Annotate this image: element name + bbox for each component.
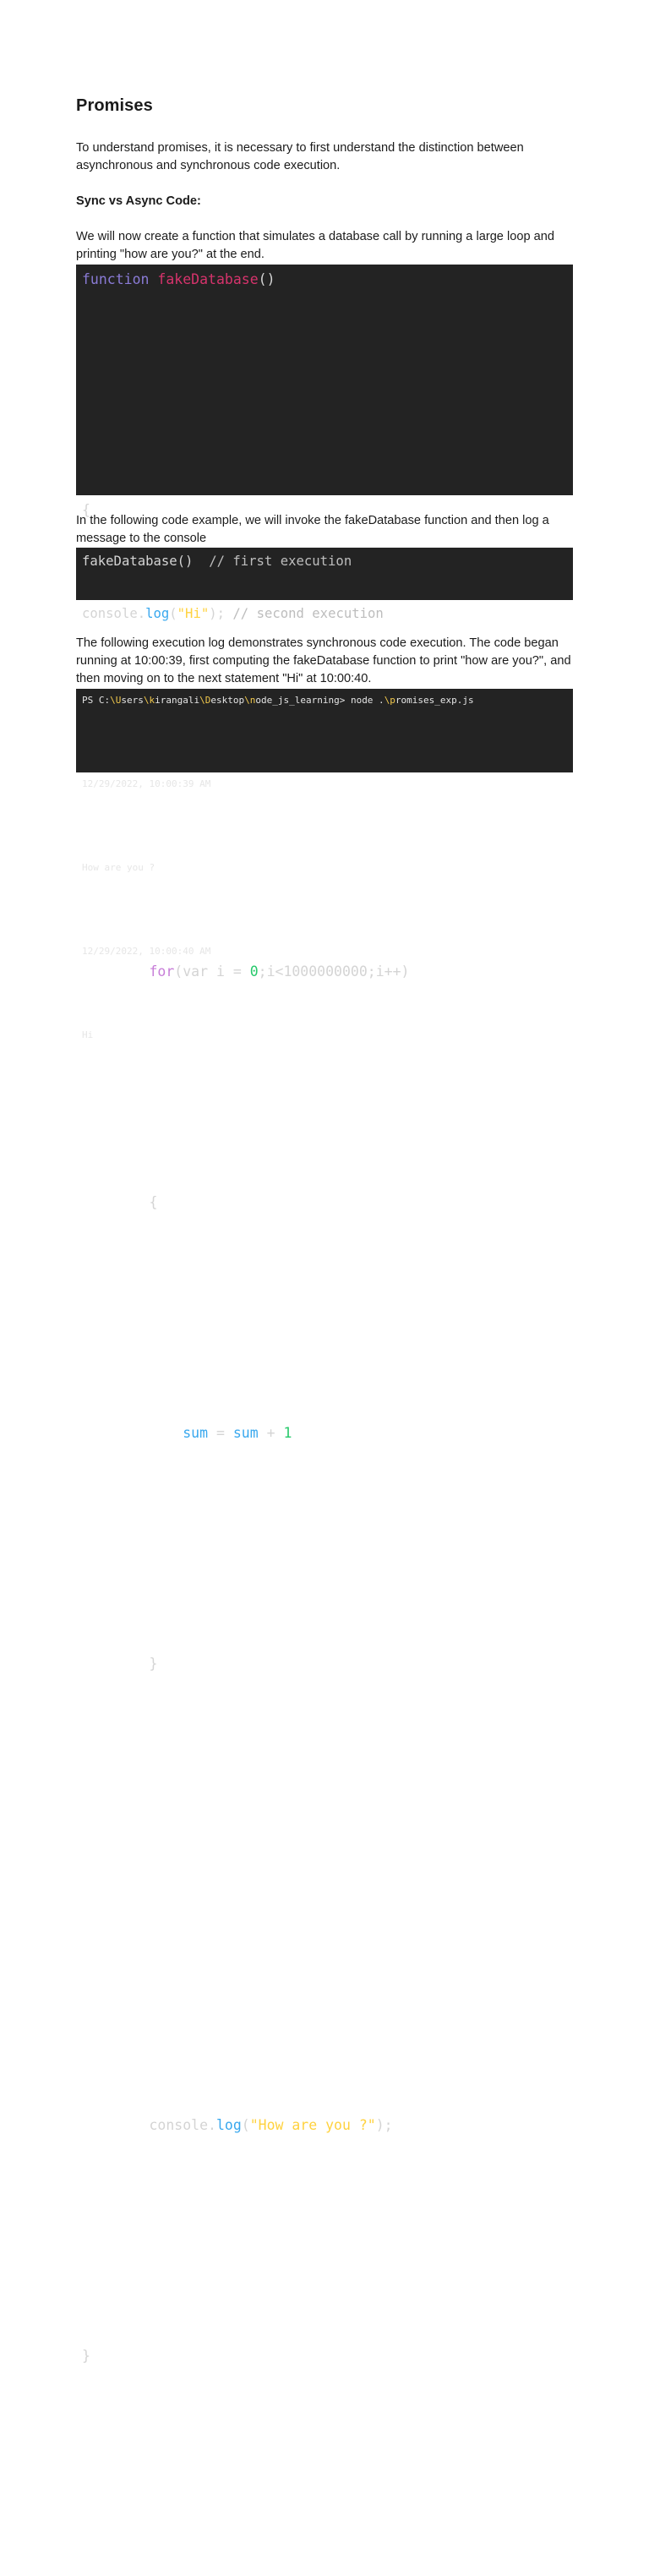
intro-paragraph: To understand promises, it is necessary to first understand the distinction between asynchronous and synchronous code execution. bbox=[76, 141, 524, 172]
code-token bbox=[82, 1425, 183, 1441]
terminal-token: PS C: bbox=[82, 695, 111, 706]
terminal-token: \n bbox=[244, 695, 256, 706]
section-subheading: Sync vs Async Code: bbox=[76, 194, 201, 208]
terminal-token: \k bbox=[143, 695, 155, 706]
variable-token: sum bbox=[232, 1425, 259, 1441]
code-token: console. bbox=[82, 606, 146, 621]
terminal-token: ode_js_learning> node . bbox=[255, 695, 384, 706]
method-token: log bbox=[145, 606, 170, 621]
code-token: } bbox=[82, 2348, 90, 2364]
code-line bbox=[82, 1422, 567, 1653]
code-token: (var i = bbox=[174, 963, 250, 980]
code-line bbox=[82, 2345, 567, 2576]
code-token: ;i<1000000000;i++) bbox=[258, 963, 410, 980]
invocation-paragraph: In the following code example, we will invoke the fakeDatabase function and then log a message to the console bbox=[76, 514, 549, 545]
code-token: + bbox=[258, 1425, 284, 1441]
code-line bbox=[82, 1884, 567, 2115]
terminal-token: \U bbox=[110, 695, 122, 706]
function-name-token: fakeDatabase bbox=[157, 271, 259, 287]
keyword-token: function bbox=[82, 271, 150, 287]
terminal-line: How are you ? bbox=[82, 862, 155, 873]
code-token: ); bbox=[375, 2117, 393, 2133]
code-token: console. bbox=[82, 2117, 216, 2133]
comment-token: // second execution bbox=[225, 606, 384, 621]
terminal-token: esktop bbox=[210, 695, 245, 706]
code-token: fakeDatabase() bbox=[82, 554, 194, 569]
control-keyword-token: for bbox=[149, 963, 175, 980]
code-token: ( bbox=[169, 606, 177, 621]
code-line bbox=[82, 1653, 567, 1884]
code-token: ( bbox=[241, 2117, 250, 2133]
page-title: Promises bbox=[76, 96, 153, 115]
code-line bbox=[82, 269, 567, 499]
terminal-line bbox=[82, 693, 567, 777]
code-token: ); bbox=[209, 606, 226, 621]
code-line bbox=[82, 2115, 567, 2345]
code-token: } bbox=[82, 1656, 158, 1672]
terminal-token: \D bbox=[199, 695, 211, 706]
function-description-paragraph: We will now create a function that simulates a database call by running a large loop and printing "how are you?" at the end. bbox=[76, 230, 554, 261]
string-token: "How are you ?" bbox=[249, 2117, 376, 2133]
code-token: { bbox=[82, 1194, 158, 1210]
terminal-token: \p bbox=[384, 695, 395, 706]
terminal-token: irangali bbox=[155, 695, 200, 706]
code-token: () bbox=[258, 271, 275, 287]
code-token: = bbox=[208, 1425, 233, 1441]
number-token: 1 bbox=[283, 1425, 292, 1441]
number-token: 0 bbox=[249, 963, 259, 980]
terminal-token: sers bbox=[121, 695, 144, 706]
invocation-code-block bbox=[76, 548, 573, 621]
terminal-token: romises_exp.js bbox=[395, 695, 474, 706]
terminal-line: 12/29/2022, 10:00:39 AM bbox=[82, 778, 211, 789]
variable-token: sum bbox=[183, 1425, 209, 1441]
comment-token: // first execution bbox=[193, 554, 352, 569]
method-token: log bbox=[215, 2117, 242, 2133]
code-line bbox=[82, 1192, 567, 1422]
code-line bbox=[82, 551, 567, 603]
execution-log-paragraph: The following execution log demonstrates synchronous code execution. The code began running at 10:00:39, first computing the fakeDatabase function to print "how are you?", and then moving on to the next statement "Hi" at 10:00:40. bbox=[76, 636, 571, 685]
terminal-line: 12/29/2022, 10:00:40 AM bbox=[82, 946, 211, 957]
string-token: "Hi" bbox=[177, 606, 210, 621]
code-token: { bbox=[82, 502, 90, 518]
terminal-line: Hi bbox=[82, 1029, 94, 1040]
